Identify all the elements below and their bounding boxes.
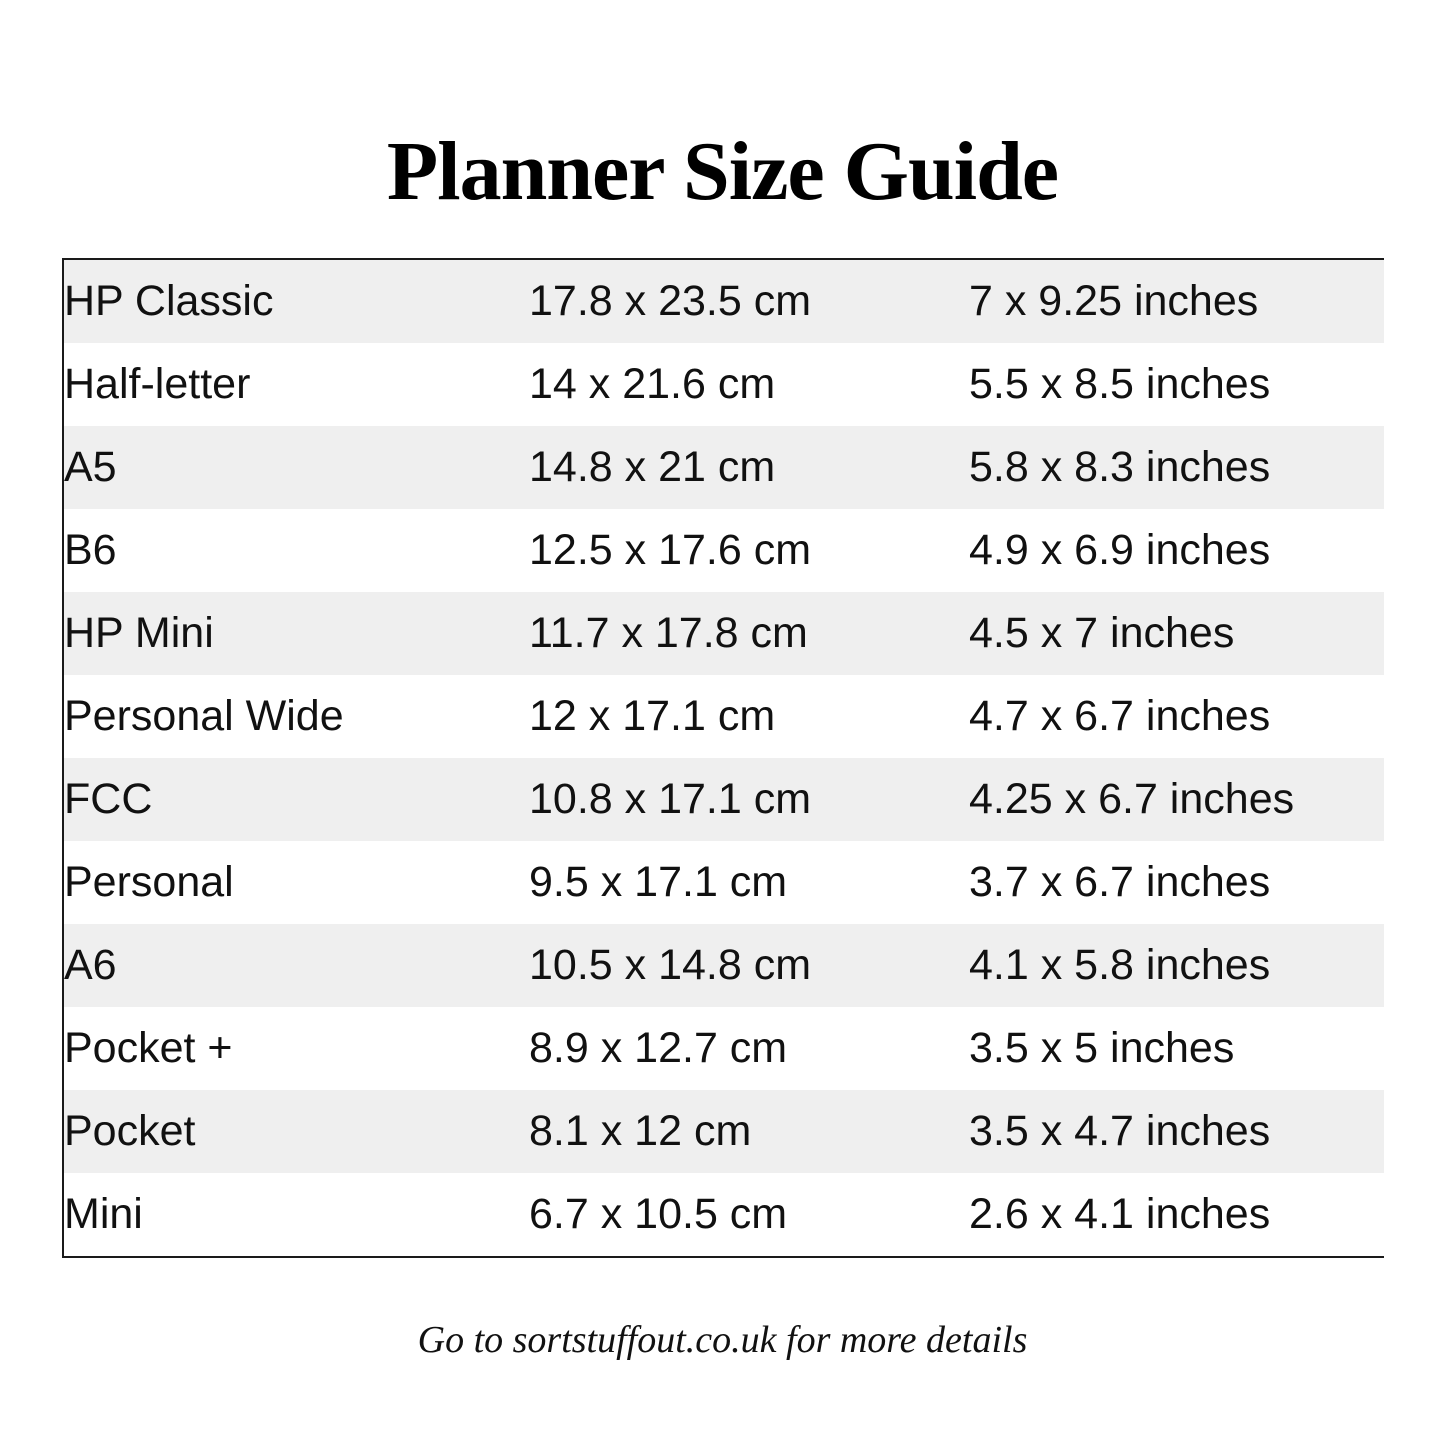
table-row — [64, 924, 1384, 1007]
footer-note: Go to sortstuffout.co.uk for more details — [417, 1319, 1028, 1361]
table-row — [64, 509, 1384, 592]
row-name: Pocket — [64, 1107, 196, 1155]
row-name: HP Mini — [64, 609, 214, 657]
row-name: FCC — [64, 775, 153, 823]
row-cm: 17.8 x 23.5 cm — [529, 277, 812, 325]
row-cm: 12 x 17.1 cm — [529, 692, 776, 740]
row-name: A6 — [64, 941, 117, 989]
row-inches: 4.7 x 6.7 inches — [969, 692, 1271, 740]
page-title: Planner Size Guide — [386, 125, 1059, 218]
row-name: Personal — [64, 858, 234, 906]
row-cm: 8.9 x 12.7 cm — [529, 1024, 788, 1072]
table-row — [64, 1007, 1384, 1090]
table-row — [64, 426, 1384, 509]
row-inches: 5.8 x 8.3 inches — [969, 443, 1271, 491]
size-table — [64, 260, 1384, 1256]
row-inches: 2.6 x 4.1 inches — [969, 1190, 1271, 1238]
table-row — [64, 1090, 1384, 1173]
row-name: Half-letter — [64, 360, 251, 408]
row-cm: 10.8 x 17.1 cm — [529, 775, 812, 823]
table-row — [64, 1173, 1384, 1256]
row-inches: 4.9 x 6.9 inches — [969, 526, 1271, 574]
row-cm: 14.8 x 21 cm — [529, 443, 776, 491]
table-row — [64, 260, 1384, 343]
row-inches: 3.5 x 5 inches — [969, 1024, 1235, 1072]
row-cm: 6.7 x 10.5 cm — [529, 1190, 788, 1238]
row-name: B6 — [64, 526, 117, 574]
table-row — [64, 343, 1384, 426]
size-table-container — [62, 258, 1384, 1258]
table-row — [64, 675, 1384, 758]
row-inches: 7 x 9.25 inches — [969, 277, 1259, 325]
row-inches: 3.7 x 6.7 inches — [969, 858, 1271, 906]
row-cm: 10.5 x 14.8 cm — [529, 941, 812, 989]
row-inches: 3.5 x 4.7 inches — [969, 1107, 1271, 1155]
row-name: Mini — [64, 1190, 143, 1238]
row-name: A5 — [64, 443, 117, 491]
table-row — [64, 592, 1384, 675]
row-cm: 14 x 21.6 cm — [529, 360, 776, 408]
row-name: Pocket + — [64, 1024, 233, 1072]
table-row — [64, 758, 1384, 841]
row-inches: 4.1 x 5.8 inches — [969, 941, 1271, 989]
row-cm: 8.1 x 12 cm — [529, 1107, 752, 1155]
row-inches: 5.5 x 8.5 inches — [969, 360, 1271, 408]
table-row — [64, 841, 1384, 924]
row-inches: 4.5 x 7 inches — [969, 609, 1235, 657]
row-name: HP Classic — [64, 277, 274, 325]
row-cm: 12.5 x 17.6 cm — [529, 526, 812, 574]
size-table-body — [64, 260, 1384, 1256]
row-cm: 11.7 x 17.8 cm — [529, 609, 808, 657]
row-name: Personal Wide — [64, 692, 344, 740]
row-inches: 4.25 x 6.7 inches — [969, 775, 1295, 823]
row-cm: 9.5 x 17.1 cm — [529, 858, 788, 906]
